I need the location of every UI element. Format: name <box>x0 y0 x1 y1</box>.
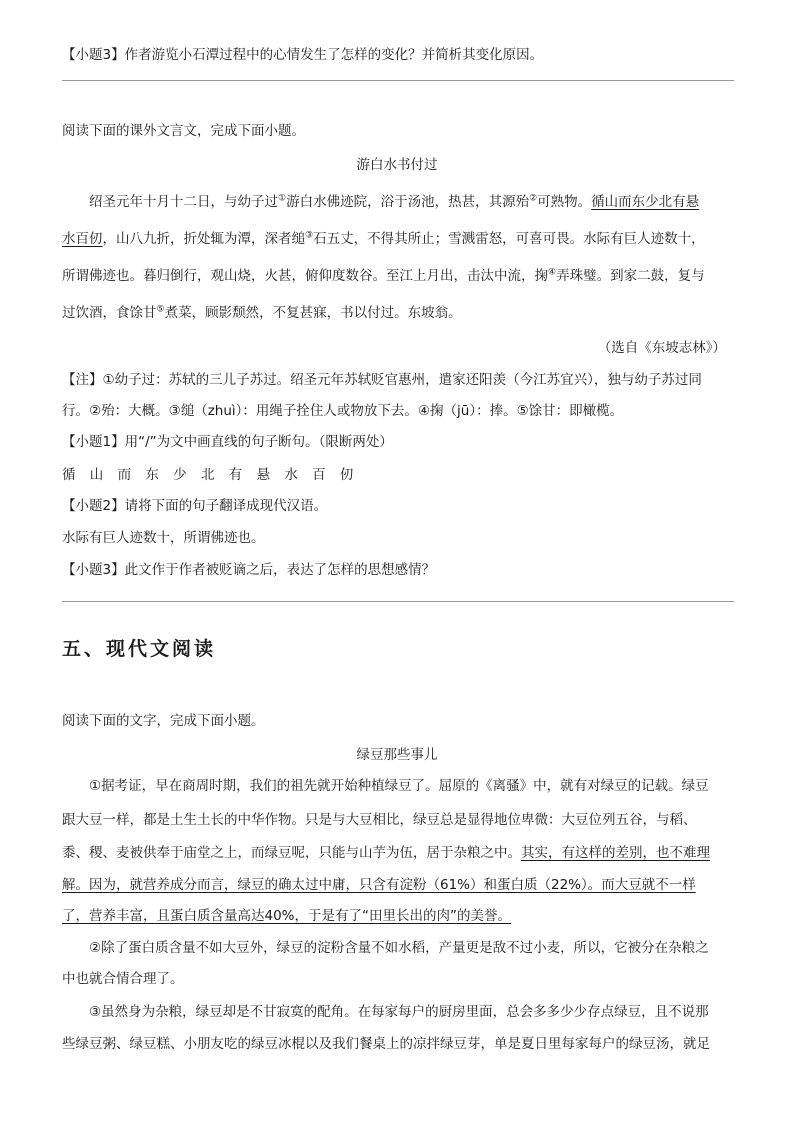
divider <box>62 601 734 602</box>
wenyan-title: 游白水书付过 <box>356 157 438 173</box>
question-1-sentence: 循 山 而 东 少 北 有 悬 水 百 仞 <box>62 467 354 483</box>
wenyan-paragraph-line: 水百仞，山八九折，折处辄为潭，深者缒③石五丈，不得其所止；雪溅雷怒，可喜可畏。水际有巨人迹数十， <box>62 230 705 247</box>
wenyan-paragraph-line: 绍圣元年十月十二日，与幼子过①游白水佛迹院，浴于汤池，热甚，其源殆②可熟物。循山而东少北有悬 <box>89 193 700 210</box>
article-paragraph-line: ②除了蛋白质含量不如大豆外，绿豆的淀粉含量不如水稻，产量更是敌不过小麦，所以，它被分在杂粮之 <box>89 940 709 956</box>
article-paragraph-line: ①据考证，早在商周时期，我们的祖先就开始种植绿豆了。屈原的《离骚》中，就有对绿豆的记载。绿豆 <box>89 778 709 794</box>
article-paragraph-line: 中也就合情合理了。 <box>62 971 184 987</box>
divider <box>62 80 734 81</box>
article-paragraph-line: 了，营养丰富，且蛋白质含量高达40%，于是有了“田里长出的肉”的美誉。 <box>62 908 511 924</box>
article-paragraph-line: 跟大豆一样，都是土生土长的中华作物。只是与大豆相比，绿豆总是显得地位卑微：大豆位列五谷，与稻、 <box>62 812 697 828</box>
article-paragraph-line: 解。因为，就营养成分而言，绿豆的确太过中庸，只含有淀粉（61%）和蛋白质（22%）。而大豆就不一样 <box>62 877 696 893</box>
article-paragraph-line: 些绿豆粥、绿豆糕、小朋友吃的绿豆冰棍以及我们餐桌上的凉拌绿豆芽，单是夏日里每家每户的绿豆汤，就足 <box>62 1036 710 1052</box>
section-intro: 阅读下面的文字，完成下面小题。 <box>62 713 265 729</box>
annotation-line: 行。②殆：大概。③缒（zhuì）：用绳子拴住人或物放下去。④掬（jū）：捧。⑤馀甘：即橄榄。 <box>62 403 624 419</box>
question-3: 【小题3】此文作于作者被贬谪之后，表达了怎样的思想感情？ <box>62 562 436 578</box>
section-heading: 五、现代文阅读 <box>62 638 217 660</box>
annotation-line: 【注】①幼子过：苏轼的三儿子苏过。绍圣元年苏轼贬官惠州，遣家还阳羡（今江苏宜兴），独与幼子苏过同 <box>62 372 702 388</box>
wenyan-intro: 阅读下面的课外文言文，完成下面小题。 <box>62 123 305 139</box>
article-paragraph-line: 黍、稷、麦被供奉于庙堂之上，而绿豆呢，只能与山芋为伍，居于杂粮之中。其实，有这样的差别，也不难理 <box>62 845 710 861</box>
wenyan-paragraph-line: 所谓佛迹也。暮归倒行，观山烧，火甚，俯仰度数谷。至江上月出，击汰中流，掬④弄珠璧。到家二鼓，复与 <box>62 267 705 284</box>
question-1: 【小题1】用“/”为文中画直线的句子断句。（限断两处） <box>62 434 393 450</box>
source-citation: （选自《东坡志林》） <box>597 340 726 356</box>
article-paragraph-line: ③虽然身为杂粮，绿豆却是不甘寂寞的配角。在每家每户的厨房里面，总会多多少少存点绿豆，且不说那 <box>89 1004 709 1020</box>
previous-question-3: 【小题3】作者游览小石潭过程中的心情发生了怎样的变化？并简析其变化原因。 <box>62 47 544 63</box>
question-2-sentence: 水际有巨人迹数十，所谓佛迹也。 <box>62 530 265 546</box>
question-2: 【小题2】请将下面的句子翻译成现代汉语。 <box>62 498 328 514</box>
wenyan-paragraph-line: 过饮酒，食馀甘⑤煮菜，顾影颓然，不复甚寐，书以付过。东坡翁。 <box>62 304 462 321</box>
article-title: 绿豆那些事儿 <box>356 747 438 763</box>
